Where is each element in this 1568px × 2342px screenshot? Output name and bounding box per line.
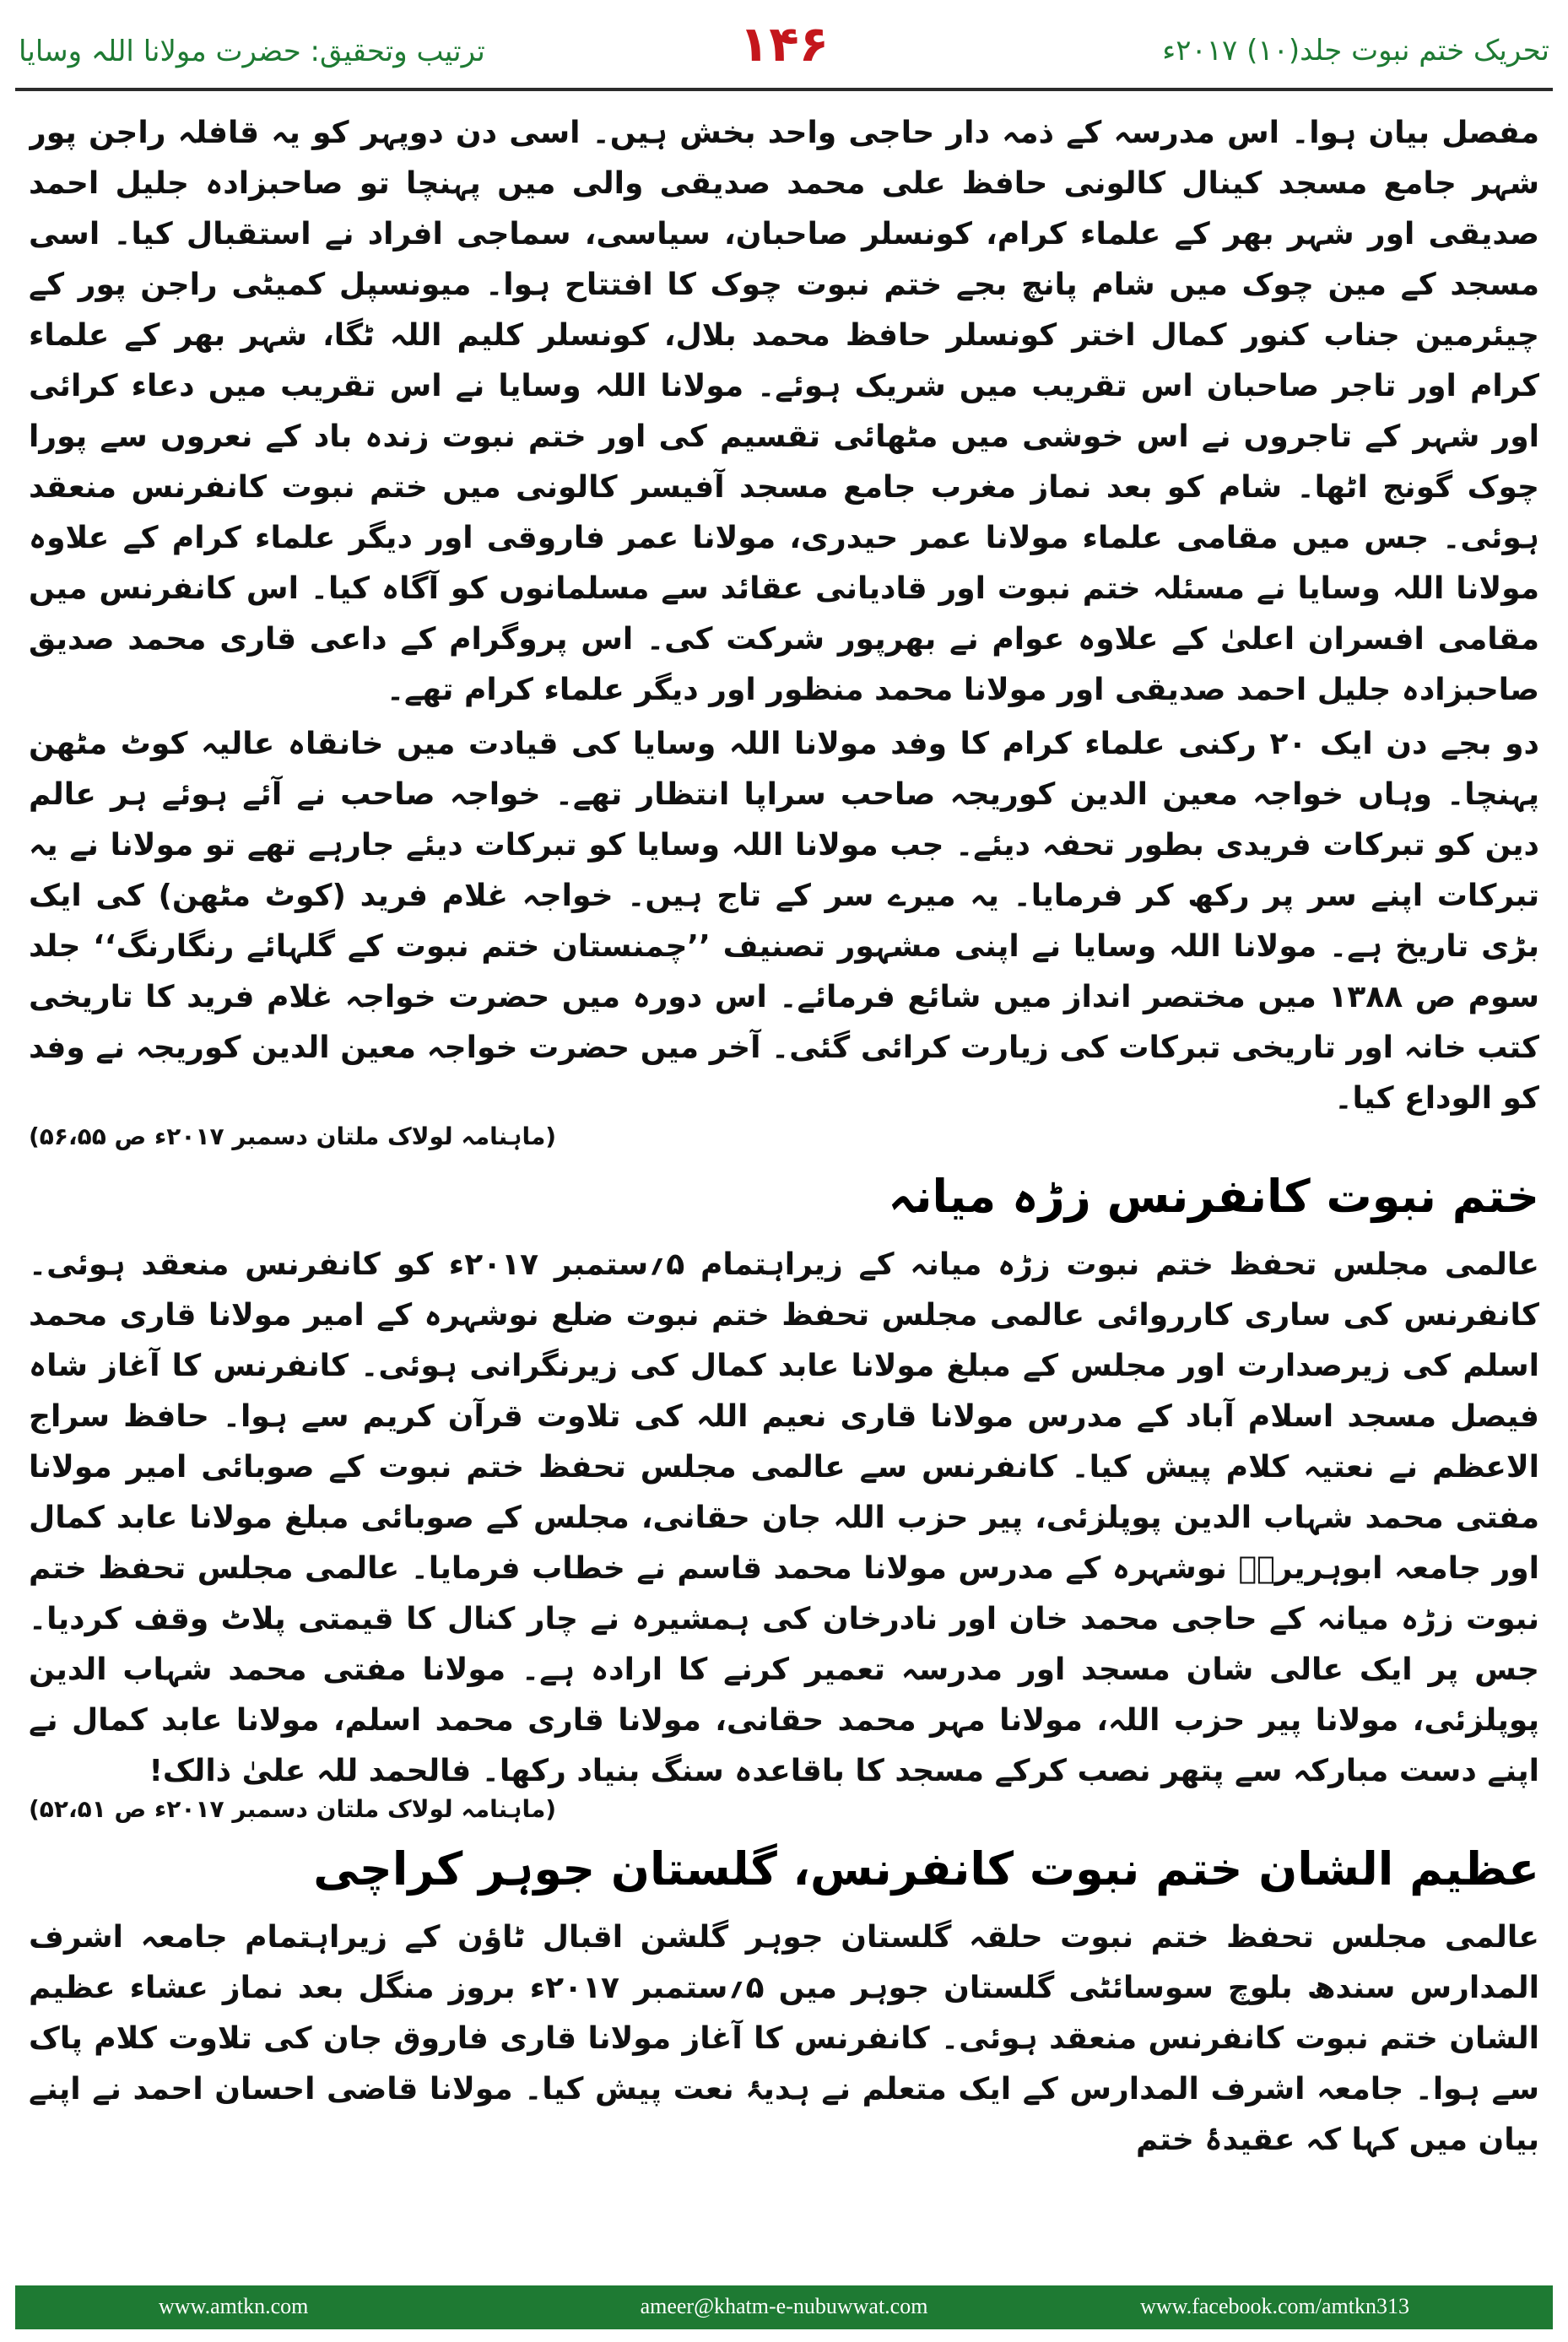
reference-citation (29, 1795, 1539, 1823)
footer-facebook: www.facebook.com/amtkn313 (1140, 2294, 1409, 2318)
paragraph: عالمی مجلس تحفظ ختم نبوت زڑہ میانہ کے زیراہتمام ۵؍ستمبر ۲۰۱۷ء کو کانفرنس منعقد ہوئی۔ کانفرنس کی ساری کارروائی عالمی مجلس تحفظ ختم نبوت ضلع نوشہرہ کے امیر مولانا قاری محمد اسلم کی زیرصدارت اور مجلس کے مبلغ مولانا عابد کمال کی زیرنگرانی ہوئی۔ کانفرنس کا آغاز شاہ فیصل مسجد اسلام آباد کے مدرس مولانا قاری نعیم اللہ کی تلاوت قرآن کریم سے ہوا۔ حافظ سراج الاعظم نے نعتیہ کلام پیش کیا۔ کانفرنس سے عالمی مجلس تحفظ ختم نبوت کے صوبائی امیر مولانا مفتی محمد شہاب الدین پوپلزئی، پیر حزب اللہ جان حقانی، مجلس کے صوبائی مبلغ مولانا عابد کمال اور جامعہ ابوہریرہؓ نوشہرہ کے مدرس مولانا محمد قاسم نے خطاب فرمایا۔ عالمی مجلس تحفظ ختم نبوت زڑہ میانہ کے حاجی محمد خان اور نادرخان کی ہمشیرہ نے چار کنال کا قیمتی پلاٹ وقف کردیا۔ جس پر ایک عالی شان مسجد اور مدرسہ تعمیر کرنے کا ارادہ ہے۔ مولانا مفتی محمد شہاب الدین پوپلزئی، مولانا پیر حزب اللہ، مولانا مہر محمد حقانی، مولانا قاری محمد اسلم، مولانا عابد کمال نے اپنے دست مبارکہ سے پتھر نصب کرکے مسجد کا باقاعدہ سنگ بنیاد رکھا۔ فالحمد للہ علیٰ ذالک! (29, 1247, 1539, 1788)
header-book-title: تحریک ختم نبوت جلد(۱۰) ۲۰۱۷ء (1162, 34, 1549, 68)
section-heading: ختم نبوت کانفرنس زڑہ میانہ (888, 1170, 1539, 1223)
page-header (0, 0, 1568, 76)
footer-email: ameer@khatm-e-nubuwwat.com (640, 2294, 928, 2318)
paragraph: عالمی مجلس تحفظ ختم نبوت حلقہ گلستان جوہر گلشن اقبال ٹاؤن کے زیراہتمام جامعہ اشرف المدارس سندھ بلوچ سوسائٹی گلستان جوہر میں ۵؍ستمبر ۲۰۱۷ء بروز منگل بعد نماز عشاء عظیم الشان ختم نبوت کانفرنس منعقد ہوئی۔ کانفرنس کا آغاز مولانا قاری فاروق جان کی تلاوت کلام پاک سے ہوا۔ جامعہ اشرف المدارس کے ایک متعلم نے ہدیۂ نعت پیش کیا۔ مولانا قاضی احسان احمد نے اپنے بیان میں کہا کہ عقیدۂ ختم (29, 1920, 1539, 2157)
page-footer (15, 2285, 1553, 2329)
reference-text: (ماہنامہ لولاک ملتان دسمبر ۲۰۱۷ء ص ۵۲،۵۱) (29, 1795, 557, 1823)
header-compiler: ترتیب وتحقیق: حضرت مولانا اللہ وسایا (19, 35, 485, 68)
page-content (29, 108, 1539, 2269)
paragraph: مفصل بیان ہوا۔ اس مدرسہ کے ذمہ دار حاجی واحد بخش ہیں۔ اسی دن دوپہر کو یہ قافلہ راجن پور شہر جامع مسجد کینال کالونی حافظ علی محمد صدیقی والی میں پہنچا تو صاحبزادہ جلیل احمد صدیقی اور شہر بھر کے علماء کرام، کونسلر صاحبان، سیاسی، سماجی افراد نے استقبال کیا۔ اسی مسجد کے مین چوک میں شام پانچ بجے ختم نبوت چوک کا افتتاح ہوا۔ میونسپل کمیٹی راجن پور کے چیئرمین جناب کنور کمال اختر کونسلر حافظ محمد بلال، کونسلر کلیم اللہ ٹگا، شہر بھر کے علماء کرام اور تاجر صاحبان اس تقریب میں شریک ہوئے۔ مولانا اللہ وسایا نے اس تقریب میں دعاء کرائی اور شہر کے تاجروں نے اس خوشی میں مٹھائی تقسیم کی اور ختم نبوت زندہ باد کے نعروں سے پورا چوک گونج اٹھا۔ شام کو بعد نماز مغرب جامع مسجد آفیسر کالونی میں ختم نبوت کانفرنس منعقد ہوئی۔ جس میں مقامی علماء مولانا عمر حیدری، مولانا عمر فاروقی اور دیگر علماء کرام کے علاوہ مولانا اللہ وسایا نے مسئلہ ختم نبوت اور قادیانی عقائد سے مسلمانوں کو آگاہ کیا۔ اس کانفرنس میں مقامی افسران اعلیٰ کے علاوہ عوام نے بھرپور شرکت کی۔ اس پروگرام کے داعی قاری محمد صدیق صاحبزادہ جلیل احمد صدیقی اور مولانا محمد منظور اور دیگر علماء کرام تھے۔ (29, 116, 1539, 707)
reference-citation (29, 1122, 1539, 1150)
section-heading: عظیم الشان ختم نبوت کانفرنس، گلستان جوہر کراچی (313, 1842, 1539, 1896)
footer-website: www.amtkn.com (159, 2294, 309, 2318)
paragraph: دو بجے دن ایک ۲۰ رکنی علماء کرام کا وفد مولانا اللہ وسایا کی قیادت میں خانقاہ عالیہ کوٹ مٹھن پہنچا۔ وہاں خواجہ معین الدین کوریجہ صاحب سراپا انتظار تھے۔ خواجہ صاحب نے آئے ہوئے ہر عالم دین کو تبرکات فریدی بطور تحفہ دیئے۔ جب مولانا اللہ وسایا کو تبرکات دیئے جارہے تھے تو مولانا نے یہ تبرکات اپنے سر پر رکھ کر فرمایا۔ یہ میرے سر کے تاج ہیں۔ خواجہ غلام فرید (کوٹ مٹھن) کی ایک بڑی تاریخ ہے۔ مولانا اللہ وسایا نے اپنی مشہور تصنیف ’’چمنستان ختم نبوت کے گلہائے رنگارنگ‘‘ جلد سوم ص ۱۳۸۸ میں مختصر انداز میں شائع فرمائے۔ اس دورہ میں حضرت خواجہ غلام فرید کا تاریخی کتب خانہ اور تاریخی تبرکات کی زیارت کرائی گئی۔ آخر میں حضرت خواجہ معین الدین کوریجہ نے وفد کو الوداع کیا۔ (29, 727, 1539, 1116)
page-number: ۱۴۶ (738, 15, 830, 73)
reference-text: (ماہنامہ لولاک ملتان دسمبر ۲۰۱۷ء ص ۵۶،۵۵) (29, 1122, 557, 1150)
header-divider (15, 88, 1553, 91)
